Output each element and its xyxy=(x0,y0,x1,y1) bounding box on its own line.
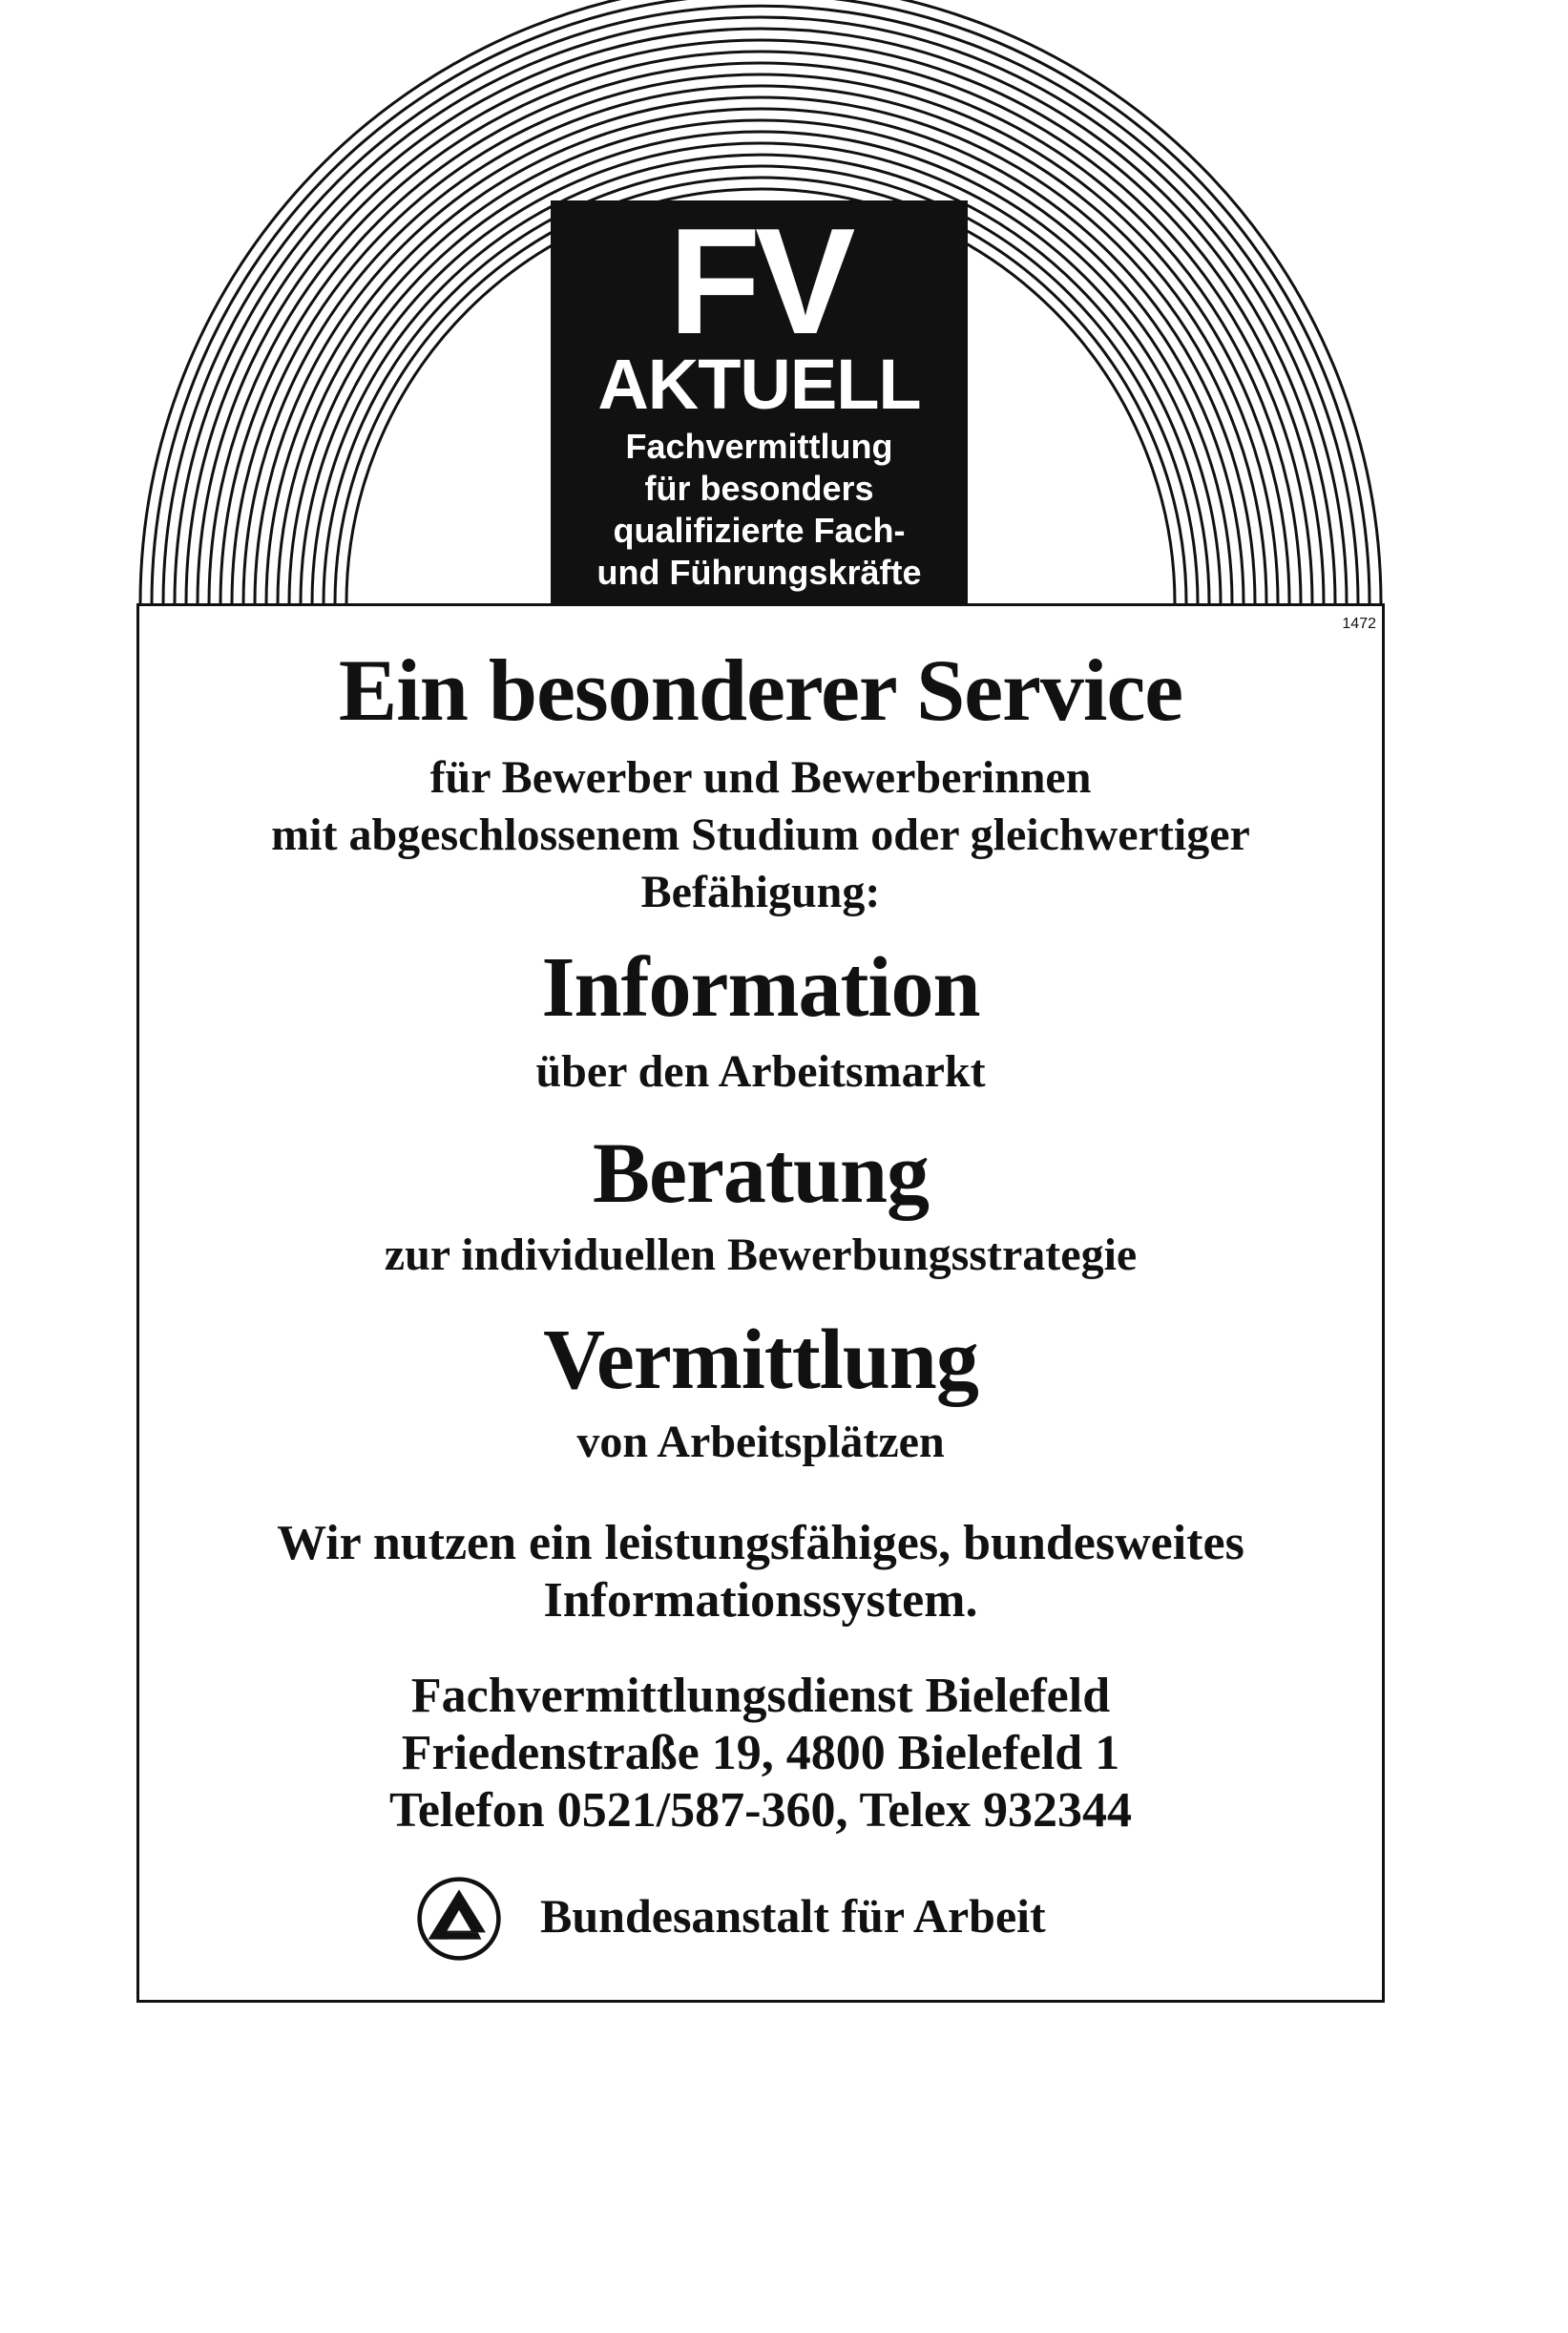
headline: Ein besonderer Service xyxy=(338,641,1183,739)
logo-aktuell-text: AKTUELL xyxy=(597,345,921,424)
advertisement-frame xyxy=(136,603,1385,2003)
logo-tagline-line: qualifizierte Fach- xyxy=(613,511,906,550)
service-title-beratung: Beratung xyxy=(593,1126,929,1221)
service-title-information: Information xyxy=(541,940,980,1035)
logo-tagline-line: Fachvermittlung xyxy=(625,427,893,466)
fv-aktuell-logo xyxy=(551,200,968,603)
organization-footer xyxy=(139,1866,1382,1962)
organization-name: Bundesanstalt für Arbeit xyxy=(540,1889,1046,1943)
contact-line: Telefon 0521/587-360, Telex 932344 xyxy=(388,1783,1133,1838)
service-desc-beratung: zur individuellen Bewerbungsstrategie xyxy=(384,1230,1138,1280)
service-desc-information: über den Arbeitsmarkt xyxy=(535,1046,986,1097)
logo-fv-text: FV xyxy=(668,198,850,366)
intro-line: mit abgeschlossenem Studium oder gleichwertiger xyxy=(271,809,1250,860)
system-note-line: Informationssystem. xyxy=(543,1573,978,1628)
logo-tagline xyxy=(551,426,968,594)
logo-tagline-line: und Führungskräfte xyxy=(596,553,922,592)
contact-line: Friedenstraße 19, 4800 Bielefeld 1 xyxy=(401,1726,1120,1780)
system-note-line: Wir nutzen ein leistungsfähiges, bundesweites xyxy=(277,1516,1244,1570)
intro-line: für Bewerber und Bewerberinnen xyxy=(429,752,1092,803)
contact-line: Fachvermittlungsdienst Bielefeld xyxy=(410,1669,1111,1723)
service-title-vermittlung: Vermittlung xyxy=(543,1313,978,1407)
service-desc-vermittlung: von Arbeitsplätzen xyxy=(576,1417,945,1467)
bundesanstalt-logo-icon xyxy=(416,1876,502,1962)
ad-code: 1472 xyxy=(1342,616,1376,632)
intro-line: Befähigung: xyxy=(640,867,881,917)
logo-tagline-line: für besonders xyxy=(644,469,874,508)
